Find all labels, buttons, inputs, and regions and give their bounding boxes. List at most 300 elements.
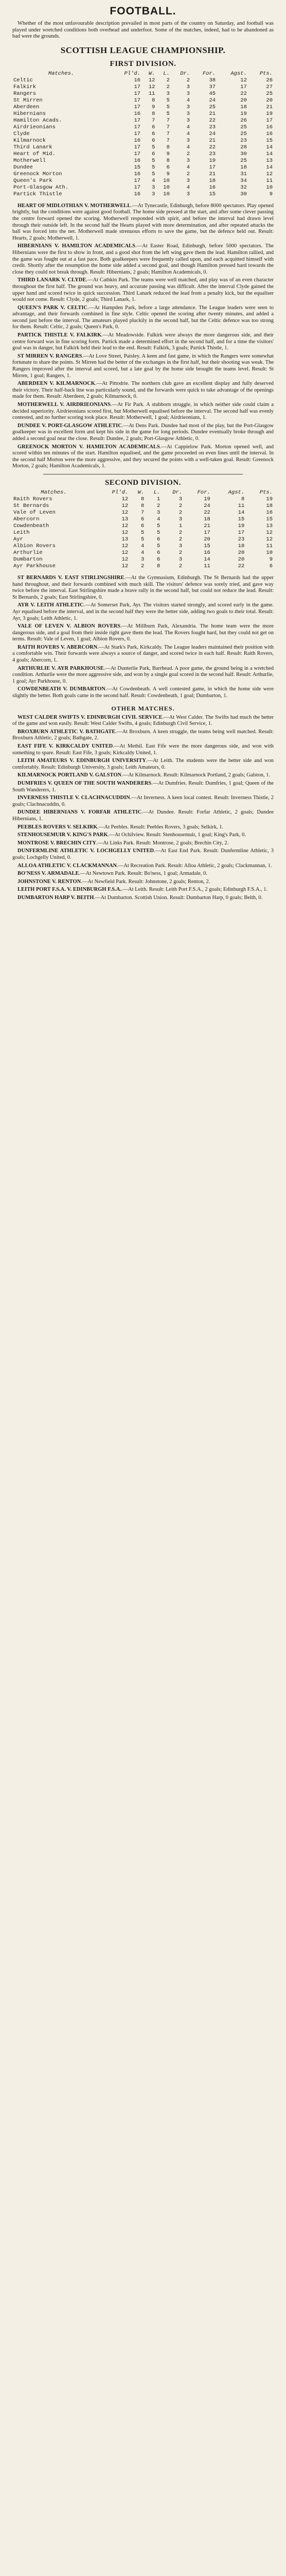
stat-cell: 17 [134,150,141,157]
match-report: HIBERNIANS V. HAMILTON ACADEMICALS.—At Easter Road, Edinburgh, before 5000 spectators. The Hibernians were the first to show in front, and a good shot from the left wing gave them the lead. Hamilton rallied, and the game was fought out at a fast pace. Both goalkeepers were frequently called upon, and each acquitted himself with credit. Shortly after the resumption the home side added a second goal, and though Hamilton pressed hard towards the close they could not break through. Result: Hibernians, 2 goals; Hamilton Academicals, 0. [12,243,274,275]
stat-cell: 15 [266,137,273,144]
match-heading: BO'NESS V. ARMADALE [17,871,79,877]
table-row [12,503,274,510]
stat-cell: 13 [266,157,273,164]
stat-cell: 16 [134,77,141,83]
stat-cell: 4 [157,516,160,522]
table-row [12,111,274,117]
stat-cell: 8 [152,110,155,117]
match-heading: BROXBURN ATHLETIC V. BATHGATE [17,728,116,735]
table-row [12,158,274,164]
club-name: Motherwell [13,157,46,164]
column-header-club: Matches. [48,70,75,77]
stat-cell: 9 [152,104,155,110]
column-header-club: Matches. [41,489,67,496]
table-row [12,124,274,131]
table-header-row [12,71,274,77]
stat-cell: 2 [186,150,190,157]
stat-cell: 21 [209,171,216,177]
stat-cell: 11 [266,177,273,184]
match-heading: ARTHURLIE V. AYR PARKHOUSE [17,665,104,671]
table-header-row [12,489,274,496]
club-name: Airdrieonians [13,124,56,130]
match-text: At Somerset Park, Ayr. The visitors started strongly, and scored early in the game. Ayr equalised before the interval, and in the second half they were the better side, adding two goals to their total. Result: Ayr, 3 goals; Leith Athletic, 1. [12,602,274,621]
stat-cell: 3 [178,496,183,502]
stat-cell: 14 [266,164,273,171]
match-heading: KILMARNOCK PORTLAND V. GALSTON [17,772,122,778]
stat-cell: 12 [148,77,155,83]
table-row [12,97,274,104]
club-name: Queen's Park [13,177,52,184]
stat-cell: 4 [152,177,155,184]
table-row [12,563,274,570]
club-name: Vale of Leven [13,509,56,516]
match-heading: ABERDEEN V. KILMARNOCK [17,381,95,387]
match-report: AYR V. LEITH ATHLETIC.—At Somerset Park, Ayr. The visitors started strongly, and scored early in the game. Ayr equalised before the interval, and in the second half they were the better side, adding two goals to their total. Result: Ayr, 3 goals; Leith Athletic, 1. [12,602,274,621]
stat-cell: 5 [157,543,160,549]
stat-cell: 10 [163,184,170,191]
stat-cell: 26 [240,117,247,124]
table-row [12,191,274,198]
stat-cell: 16 [266,130,273,137]
club-name: Raith Rovers [13,496,52,502]
match-heading: DUNDEE V. PORT-GLASGOW ATHLETIC [17,422,122,429]
stat-cell: 13 [121,516,129,522]
stat-cell: 14 [266,144,273,150]
stat-cell: 12 [266,536,273,543]
stat-cell: 6 [152,137,155,144]
table-row [12,171,274,178]
column-header: Pl'd. [124,70,141,77]
stat-cell: 10 [163,177,170,184]
match-text: At Easter Road, Edinburgh, before 5000 spectators. The Hibernians were the first to show in front, and a good shot from the left wing gave them the lead. Hamilton rallied, and the game was fought out at a fast pace. Both goalkeepers were frequently called upon, and each acquitted himself with credit. Shortly after the resumption the home side added a second goal, and though Hamilton pressed hard towards the close they could not break through. Result: Hibernians, 2 goals; Hamilton Academicals, 0. [12,243,274,275]
stat-cell: 20 [266,97,273,104]
club-name: Albion Rovers [13,543,56,549]
stat-cell: 16 [134,191,141,197]
stat-cell: 22 [204,509,210,516]
match-text: At Ochilview. Result: Stenhousemuir, 1 goal; King's Park, 0. [114,832,246,838]
stat-cell: 3 [157,509,160,516]
stat-cell: 8 [241,496,245,502]
page-title: FOOTBALL. [110,5,176,17]
match-heading: DUMFRIES V. QUEEN OF THE SOUTH WANDERERS [17,780,152,786]
stat-cell: 19 [266,496,273,502]
club-name: Port-Glasgow Ath. [13,184,69,191]
stat-cell: 19 [238,522,245,529]
match-report: ST BERNARDS V. EAST STIRLINGSHIRE.—At the Gymnasium, Edinburgh. The St Bernards had the upper hand throughout, and their forwards combined with much skill. The visitors' defence was sorely tried, and gave way twice before the interval. East Stirlingshire made a brave rally in the second half, but could not reduce the lead. Result: St Bernards, 2 goals; East Stirlingshire, 0. [12,574,274,600]
table-row [12,164,274,171]
club-name: Celtic [13,77,33,83]
match-report: JOHNSTONE V. RENTON.—At Newfield Park. Result: Johnstone, 2 goals; Renton, 2. [17,878,210,885]
table-row [12,178,274,184]
club-name: Rangers [13,90,37,97]
stat-cell: 3 [186,83,190,90]
stat-cell: 3 [166,90,170,97]
stat-cell: 7 [166,117,170,124]
match-report: HEART OF MIDLOTHIAN V. MOTHERWELL.—At Tynecastle, Edinburgh, before 8000 spectators. Play opened brightly, but the conditions were against good football. The home side pressed at the start, and after some clever passing the centre forward opened the scoring. Motherwell responded with spirit, and before the interval had drawn level through their outside left. In the second half the Hearts played with more determination, and after repeated attacks the ball was forced into the net. Motherwell made strenuous efforts to save the game, but the defence held out. Result: Hearts, 2 goals; Motherwell, 1. [12,202,274,241]
stat-cell: 4 [140,549,145,556]
other-matches-reports [12,715,274,902]
stat-cell: 20 [238,556,245,563]
match-report: PEEBLES ROVERS V. SELKIRK.—At Peebles. Result: Peebles Rovers, 3 goals; Selkirk, 1. [17,824,224,830]
table-row [12,144,274,151]
stat-cell: 22 [240,90,247,97]
match-report: ARTHURLIE V. AYR PARKHOUSE.—At Dunterlie Park, Barrhead. A poor game, the ground being in a wretched condition. Arthurlie were the more aggressive side, and won by a single goal scored in the second half. Result: Arthurlie, 1 goal; Ayr Parkhouse, 0. [12,665,274,684]
stat-cell: 24 [209,130,216,137]
match-report: COWDENBEATH V. DUMBARTON.—At Cowdenbeath. A well contested game, in which the home side were slightly the better. Both goals came in the second half. Result: Cowdenbeath, 1 goal; Dumbarton, 1. [12,686,274,699]
table-row [12,543,274,550]
match-report: ST MIRREN V. RANGERS.—At Love Street, Paisley. A keen and fast game, in which the Rangers were somewhat fortunate to share the points. St Mirren had the better of the exchanges in the first half, but their shooting was weak. The Rangers improved after the interval and scored, but a late goal by the home side brought the teams level. Result: St Mirren, 1 goal; Rangers, 1. [12,353,274,379]
match-heading: DUMBARTON HARP V. BEITH [17,894,94,901]
column-header: Pl'd. [112,489,129,496]
stat-cell: 2 [178,529,183,536]
stat-cell: 17 [134,184,141,191]
stat-cell: 22 [238,563,245,569]
second-division-table [12,489,274,570]
stat-cell: 4 [186,164,190,171]
match-heading: LEITH AMATEURS V. EDINBURGH UNIVERSITY [17,758,146,764]
club-name: St Bernards [13,502,49,509]
stat-cell: 5 [152,164,155,171]
stat-cell: 5 [140,529,145,536]
club-name: Dundee [13,164,33,171]
stat-cell: 17 [209,164,216,171]
club-name: Ayr [13,536,23,543]
table-row [12,556,274,563]
match-heading: JOHNSTONE V. RENTON [17,878,81,885]
stat-cell: 3 [186,177,190,184]
stat-cell: 10 [266,184,273,191]
stat-cell: 25 [240,157,247,164]
stat-cell: 3 [186,104,190,110]
table-row [12,104,274,111]
match-heading: MONTROSE V. BRECHIN CITY [17,840,97,846]
stat-cell: 5 [152,157,155,164]
match-text: At the Gymnasium, Edinburgh. The St Bernards had the upper hand throughout, and their forwards combined with much skill. The visitors' defence was sorely tried, and gave way twice before the interval. East Stirlingshire made a brave rally in the second half, but could not reduce the lead. Result: St Bernards, 2 goals; East Stirlingshire, 0. [12,574,274,600]
match-text: At Love Street, Paisley. A keen and fast game, in which the Rangers were somewhat fortunate to share the points. St Mirren had the better of the exchanges in the first half, but their shooting was weak. The Rangers improved after the interval and scored, but a late goal by the home side brought the teams level. Result: St Mirren, 1 goal; Rangers, 1. [12,353,274,379]
stat-cell: 1 [178,522,183,529]
match-heading: QUEEN'S PARK V. CELTIC [17,304,88,311]
match-report: LEITH AMATEURS V. EDINBURGH UNIVERSITY.—At Leith. The students were the better side and won comfortably. Result: Edinburgh University, 3 goals; Leith Amateurs, 0. [12,758,274,770]
stat-cell: 12 [121,522,129,529]
match-report: WEST CALDER SWIFTS V. EDINBURGH CIVIL SERVICE.—At West Calder. The Swifts had much the better of the game and won easily. Result: West Calder Swifts, 4 goals; Edinburgh Civil Service, 1. [12,714,274,727]
match-heading: WEST CALDER SWIFTS V. EDINBURGH CIVIL SERVICE [17,714,163,720]
match-text: At Dunterlie Park, Barrhead. A poor game, the ground being in a wretched condition. Arthurlie were the more aggressive side, and won by a single goal scored in the second half. Result: Arthurlie, 1 goal; Ayr Parkhouse, 0. [12,665,274,684]
stat-cell: 12 [240,77,247,83]
match-text: At Dens Park. Dundee had most of the play, but the Port-Glasgow goalkeeper was in excellent form and kept his side in the game for long periods. Dundee eventually broke through and added a second goal near the close. Result: Dundee, 2 goals; Port-Glasgow Athletic, 0. [12,422,274,442]
match-heading: ALLOA ATHLETIC V. CLACKMANNAN [17,862,117,869]
stat-cell: 3 [178,516,183,522]
match-report: MOTHERWELL V. AIRDRIEONIANS.—At Fir Park. A stubborn struggle, in which neither side could claim a decided superiority. Airdrieonians scored first, but Motherwell equalised before the interval. The second half was evenly contested, and no further scoring took place. Result: Motherwell, 1 goal; Airdrieonians, 1. [12,402,274,421]
match-heading: INVERNESS THISTLE V. CLACHNACUDDIN [17,795,130,801]
stat-cell: 6 [166,164,170,171]
table-row [12,496,274,503]
stat-cell: 4 [186,124,190,130]
stat-cell: 18 [266,502,273,509]
stat-cell: 6 [157,549,160,556]
match-report: QUEEN'S PARK V. CELTIC.—At Hampden Park, before a large attendance. The League leaders were seen to advantage, and their forwards combined in fine style. Celtic opened the scoring after twenty minutes, and added a second just before the interval. The amateurs played pluckily in the second half, but the Celtic defence was too strong for them. Result: Celtic, 2 goals; Queen's Park, 0. [12,304,274,330]
match-text: At Cathkin Park. The teams were well matched, and play was of an even character throughout the first half. The ground was heavy, and accurate passing was difficult. After the interval Clyde gained the upper hand and scored twice in quick succession. Third Lanark reduced the lead from a penalty kick, but the equaliser would not come. Result: Clyde, 2 goals; Third Lanark, 1. [12,277,274,303]
stat-cell: 17 [134,83,141,90]
match-heading: PEEBLES ROVERS V. SELKIRK [17,824,98,830]
stat-cell: 15 [204,543,210,549]
stat-cell: 22 [209,144,216,150]
stat-cell: 5 [157,522,160,529]
match-heading: ST BERNARDS V. EAST STIRLINGSHIRE [17,574,124,581]
match-text: At Fir Park. A stubborn struggle, in which neither side could claim a decided superiority. Airdrieonians scored first, but Motherwell equalised before the interval. The second half was evenly contested, and no further scoring took place. Result: Motherwell, 1 goal; Airdrieonians, 1. [12,402,274,421]
stat-cell: 13 [266,522,273,529]
match-heading: DUNDEE HIBERNIANS V. FORFAR ATHLETIC [17,809,142,816]
stat-cell: 23 [238,536,245,543]
stat-cell: 18 [240,104,247,110]
stat-cell: 25 [266,90,273,97]
first-division-reports [12,203,274,470]
table-row [12,523,274,530]
stat-cell: 2 [178,536,183,543]
stat-cell: 3 [178,556,183,563]
stat-cell: 45 [209,90,216,97]
column-header: For. [202,70,216,77]
stat-cell: 34 [240,177,247,184]
match-heading: THIRD LANARK V. CLYDE [17,277,86,283]
stat-cell: 4 [140,543,145,549]
match-text: At Peebles. Result: Peebles Rovers, 3 goals; Selkirk, 1. [104,824,224,830]
stat-cell: 8 [140,502,145,509]
stat-cell: 5 [140,536,145,543]
match-heading: EAST FIFE V. KIRKCALDY UNITED [17,743,113,749]
stat-cell: 20 [238,549,245,556]
stat-cell: 8 [166,144,170,150]
column-header: L. [163,70,170,77]
match-heading: AYR V. LEITH ATHLETIC [17,602,84,608]
stat-cell: 25 [240,130,247,137]
stat-cell: 17 [134,117,141,124]
stat-cell: 15 [134,164,141,171]
stat-cell: 3 [186,117,190,124]
stat-cell: 16 [204,549,210,556]
stat-cell: 6 [152,150,155,157]
stat-cell: 3 [186,90,190,97]
stat-cell: 12 [121,543,129,549]
stat-cell: 30 [240,150,247,157]
stat-cell: 2 [178,549,183,556]
stat-cell: 23 [209,124,216,130]
match-report: GREENOCK MORTON V. HAMILTON ACADEMICALS.—At Cappielow Park. Morton opened well, and scored within ten minutes of the start. Hamilton equalised, and the game proceeded on even lines until the interval. In the second half Morton were the more aggressive, and they secured the points with a well-taken goal. Result: Greenock Morton, 2 goals; Hamilton Academicals, 1. [12,444,274,469]
stat-cell: 4 [186,97,190,104]
stat-cell: 17 [134,97,141,104]
match-text: At Dumfries. Result: Dumfries, 1 goal; Queen of the South Wanderers, 1. [12,780,274,793]
stat-cell: 3 [152,191,155,197]
match-text: At Hampden Park, before a large attendance. The League leaders were seen to advantage, and their forwards combined in fine style. Celtic opened the scoring after twenty minutes, and added a second just before the interval. The amateurs played pluckily in the second half, but the Celtic defence was too strong for them. Result: Celtic, 2 goals; Queen's Park, 0. [12,304,274,330]
stat-cell: 6 [140,516,145,522]
stat-cell: 5 [166,104,170,110]
match-report: LEITH PORT F.S.A. V. EDINBURGH F.S.A..—At Leith. Result: Leith Port F.S.A., 2 goals; Edinburgh F.S.A., 1. [17,887,268,893]
stat-cell: 18 [238,543,245,549]
club-name: Abercorn [13,516,40,522]
match-text: At Broxburn. A keen struggle, the teams being well matched. Result: Broxburn Athletic, 2 goals; Bathgate, 2. [12,728,274,741]
stat-cell: 27 [266,83,273,90]
stat-cell: 16 [134,171,141,177]
stat-cell: 5 [152,171,155,177]
match-text: At Newtown Park. Result: Bo'ness, 1 goal; Armadale, 0. [85,871,208,877]
stat-cell: 17 [134,90,141,97]
match-heading: RAITH ROVERS V. ABERCORN [17,644,98,650]
other-matches-title: OTHER MATCHES. [111,704,175,712]
column-header: Dr. [180,70,190,77]
table-row [12,536,274,543]
table-row [12,151,274,158]
column-header: W. [137,489,145,496]
stat-cell: 14 [204,556,210,563]
stat-cell: 16 [134,110,141,117]
match-heading: STENHOUSEMUIR V. KING'S PARK [17,832,108,838]
club-name: Aberdeen [13,104,40,110]
match-heading: ST MIRREN V. RANGERS [17,353,82,359]
stat-cell: 17 [204,529,210,536]
stat-cell: 8 [157,563,160,569]
match-text: At Cowdenbeath. A well contested game, in which the home side were slightly the better. Both goals came in the second half. Result: Cowdenbeath, 1 goal; Dumbarton, 1. [12,686,274,699]
stat-cell: 5 [166,110,170,117]
match-report: BO'NESS V. ARMADALE.—At Newtown Park. Result: Bo'ness, 1 goal; Armadale, 0. [17,871,208,877]
stat-cell: 18 [240,164,247,171]
stat-cell: 7 [140,509,145,516]
club-name: Kilmarnock [13,137,46,144]
stat-cell: 11 [238,502,245,509]
stat-cell: 5 [157,529,160,536]
stat-cell: 16 [266,509,273,516]
stat-cell: 12 [121,563,129,569]
table-row [12,117,274,124]
stat-cell: 2 [178,502,183,509]
second-division-reports [12,575,274,700]
stat-cell: 2 [186,77,190,83]
match-report: STENHOUSEMUIR V. KING'S PARK.—At Ochilview. Result: Stenhousemuir, 1 goal; King's Park, 0. [17,832,246,838]
match-heading: PARTICK THISTLE V. FALKIRK [17,332,102,338]
second-division-title: SECOND DIVISION. [104,478,182,487]
stat-cell: 37 [209,83,216,90]
match-text: At Leith. The students were the better side and won comfortably. Result: Edinburgh University, 3 goals; Leith Amateurs, 0. [12,758,274,770]
stat-cell: 22 [209,117,216,124]
match-report: KILMARNOCK PORTLAND V. GALSTON.—At Kilmarnock. Result: Kilmarnock Portland, 2 goals; Galston, 1. [17,772,271,778]
match-text: At Dundee. Result: Forfar Athletic, 2 goals; Dundee Hibernians, 1. [12,809,274,822]
stat-cell: 9 [166,171,170,177]
club-name: Leith [13,529,30,536]
match-report: DUMFRIES V. QUEEN OF THE SOUTH WANDERERS.—At Dumfries. Result: Dumfries, 1 goal; Queen of the South Wanderers, 1. [12,780,274,793]
match-text: At Pittodrie. The northern club gave an excellent display and fully deserved their victory. Their half-back line was particularly sound, and the forwards were quick to take advantage of the openings made for them. Result: Aberdeen, 2 goals; Kilmarnock, 0. [12,381,274,400]
stat-cell: 11 [266,543,273,549]
table-row [12,138,274,144]
stat-cell: 14 [238,509,245,516]
stat-cell: 28 [240,144,247,150]
stat-cell: 21 [204,522,210,529]
stat-cell: 8 [152,97,155,104]
first-division-table [12,71,274,198]
stat-cell: 6 [157,536,160,543]
stat-cell: 17 [134,144,141,150]
column-header: L. [153,489,160,496]
column-header: Agst. [228,489,245,496]
stat-cell: 6 [140,522,145,529]
club-name: Greenock Morton [13,171,62,177]
stat-cell: 12 [121,502,129,509]
stat-cell: 2 [157,502,160,509]
match-heading: COWDENBEATH V. DUMBARTON [17,686,105,692]
match-text: At Stark's Park, Kirkcaldy. The League leaders maintained their position with a comfortable win. Their forwards were always a source of danger, and scored twice in each half. Result: Raith Rovers, 4 goals; Abercorn, 1. [12,644,274,664]
club-name: Falkirk [13,83,37,90]
match-report: ABERDEEN V. KILMARNOCK.—At Pittodrie. The northern club gave an excellent display and fully deserved their victory. Their half-back line was particularly sound, and the forwards were quick to take advantage of the openings made for them. Result: Aberdeen, 2 goals; Kilmarnock, 0. [12,381,274,400]
stat-cell: 4 [186,130,190,137]
match-report: THIRD LANARK V. CLYDE.—At Cathkin Park. The teams were well matched, and play was of an even character throughout the first half. The ground was heavy, and accurate passing was difficult. After the interval Clyde gained the upper hand and scored twice in quick succession. Third Lanark reduced the lead from a penalty kick, but the equaliser would not come. Result: Clyde, 2 goals; Third Lanark, 1. [12,277,274,303]
match-report: EAST FIFE V. KIRKCALDY UNITED.—At Methil. East Fife were the more dangerous side, and won with something to spare. Result: East Fife, 3 goals; Kirkcaldy United, 1. [12,743,274,756]
stat-cell: 15 [209,191,216,197]
column-header: W. [148,70,155,77]
stat-cell: 3 [186,191,190,197]
club-name: Heart of Mid. [13,150,56,157]
stat-cell: 15 [238,516,245,522]
club-name: Clyde [13,130,30,137]
stat-cell: 11 [148,90,155,97]
stat-cell: 23 [240,137,247,144]
stat-cell: 11 [204,563,210,569]
match-text: At Inverness. A keen local contest. Result: Inverness Thistle, 2 goals; Clachnacuddin, 0. [12,795,274,807]
stat-cell: 17 [134,104,141,110]
match-report: DUNFERMLINE ATHLETIC V. LOCHGELLY UNITED.—At East End Park. Result: Dunfermline Athletic, 3 goals; Lochgelly United, 0. [12,848,274,860]
stat-cell: 9 [269,556,273,563]
column-header: Dr. [172,489,183,496]
stat-cell: 4 [186,184,190,191]
stat-cell: 3 [178,543,183,549]
stat-cell: 17 [238,529,245,536]
match-report: ALLOA ATHLETIC V. CLACKMANNAN.—At Recreation Park. Result: Alloa Athletic, 2 goals; Clackmannan, 1. [17,862,272,869]
stat-cell: 7 [166,124,170,130]
match-text: At Meadowside. Falkirk were always the more dangerous side, and their centre forward was in fine scoring form. Partick made a determined effort in the second half, and for a time the visitors' goal was in danger, but Falkirk held their lead to the end. Result: Falkirk, 3 goals; Partick Thistle, 1. [12,332,274,351]
stat-cell: 2 [140,563,145,569]
column-header: Pts. [259,489,273,496]
stat-cell: 5 [152,144,155,150]
match-text: At West Calder. The Swifts had much the better of the game and won easily. Result: West Calder Swifts, 4 goals; Edinburgh Civil Service, 1. [12,714,274,727]
stat-cell: 19 [266,110,273,117]
stat-cell: 6 [152,130,155,137]
column-header: Agst. [230,70,247,77]
stat-cell: 6 [157,556,160,563]
match-text: At Recreation Park. Result: Alloa Athletic, 2 goals; Clackmannan, 1. [123,862,272,869]
stat-cell: 12 [266,529,273,536]
stat-cell: 2 [166,77,170,83]
stat-cell: 31 [240,171,247,177]
table-row [12,131,274,138]
match-heading: MOTHERWELL V. AIRDRIEONIANS [17,402,111,408]
stat-cell: 20 [204,536,210,543]
stat-cell: 21 [209,110,216,117]
club-name: Hamilton Acads. [13,117,62,124]
match-heading: LEITH PORT F.S.A. V. EDINBURGH F.S.A. [17,887,121,893]
match-report: INVERNESS THISTLE V. CLACHNACUDDIN.—At Inverness. A keen local contest. Result: Inverness Thistle, 2 goals; Clachnacuddin, 0. [12,795,274,807]
championship-title: SCOTTISH LEAGUE CHAMPIONSHIP. [60,45,226,55]
stat-cell: 12 [121,556,129,563]
stat-cell: 19 [240,110,247,117]
table-row [12,510,274,516]
stat-cell: 2 [178,563,183,569]
match-heading: HEART OF MIDLOTHIAN V. MOTHERWELL [17,202,131,209]
stat-cell: 20 [240,97,247,104]
stat-cell: 16 [209,184,216,191]
stat-cell: 26 [266,77,273,83]
stat-cell: 9 [269,191,273,197]
stat-cell: 3 [140,556,145,563]
stat-cell: 10 [163,191,170,197]
club-name: Partick Thistle [13,191,62,197]
stat-cell: 21 [209,137,216,144]
